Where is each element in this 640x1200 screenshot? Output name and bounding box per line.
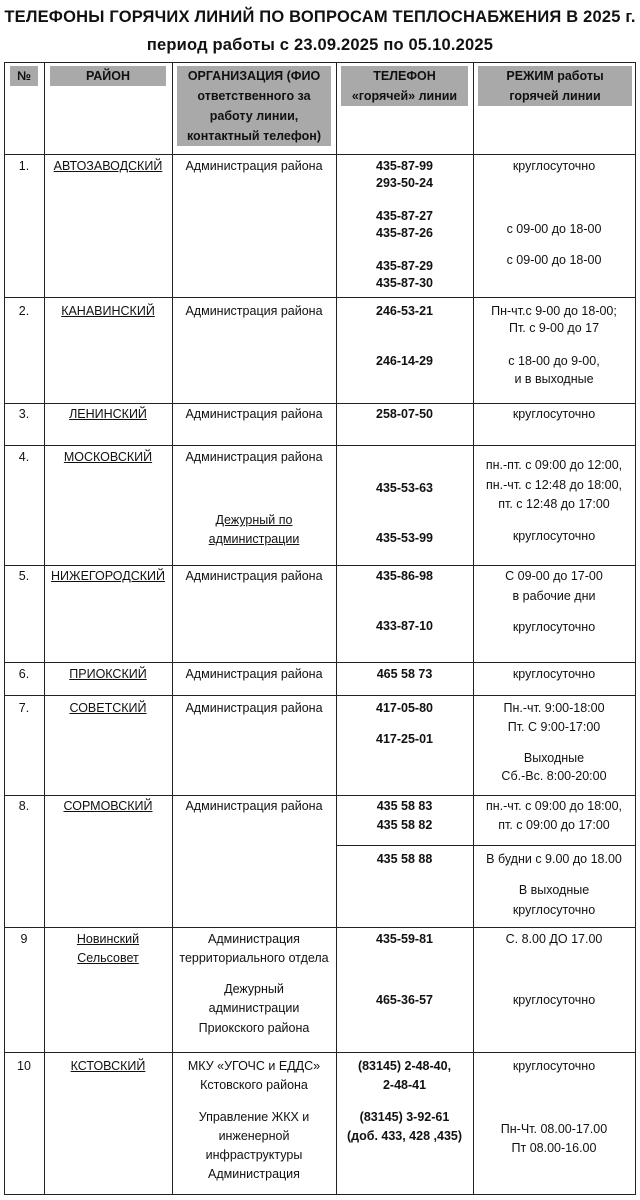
phone-number: (83145) 3-92-61	[359, 1110, 450, 1124]
organization: Администрация района	[185, 799, 323, 813]
row-divider	[4, 1052, 636, 1053]
district-name: МОСКОВСКИЙ	[63, 450, 153, 464]
organization: администрации	[208, 1001, 300, 1015]
organization: Администрация района	[185, 407, 323, 421]
district-name: ПРИОКСКИЙ	[69, 667, 147, 681]
district-name: СОРМОВСКИЙ	[63, 799, 153, 813]
organization: Администрация района	[185, 450, 323, 464]
phone-number: 433-87-10	[376, 619, 433, 633]
organization: Приокского района	[198, 1021, 310, 1035]
work-mode: круглосуточно	[512, 620, 596, 634]
header-organization: ОРГАНИЗАЦИЯ (ФИО ответственного за работу линии, контактный телефон)	[177, 66, 331, 146]
table-right-border	[635, 62, 636, 1195]
organization: Дежурный	[224, 982, 284, 996]
work-mode: круглосуточно	[512, 667, 596, 681]
organization: инженерной	[218, 1129, 290, 1143]
organization: Кстовского района	[200, 1078, 308, 1092]
row-num: 7.	[18, 701, 30, 715]
organization: Администрация района	[185, 159, 323, 173]
row-num: 3.	[18, 407, 30, 421]
table-bottom-border	[4, 1194, 636, 1195]
document-title: ТЕЛЕФОНЫ ГОРЯЧИХ ЛИНИЙ ПО ВОПРОСАМ ТЕПЛОСНАБЖЕНИЯ В 2025 г.	[4, 8, 636, 26]
phone-number: 246-14-29	[376, 354, 433, 368]
phone-number: 435-87-26	[376, 226, 433, 240]
work-mode: В будни с 9.00 до 18.00	[486, 852, 622, 866]
district-name: НИЖЕГОРОДСКИЙ	[51, 569, 165, 583]
phone-number: 465-36-57	[376, 993, 433, 1007]
organization: Администрация	[208, 932, 300, 946]
work-mode: с 09-00 до 18-00	[506, 222, 602, 236]
work-mode: Сб.-Вс. 8:00-20:00	[501, 769, 607, 783]
phone-number: 435-86-98	[376, 569, 433, 583]
row-divider	[4, 695, 636, 696]
row-subdivider	[336, 845, 636, 846]
row-divider	[4, 297, 636, 298]
phone-number: 435 58 83	[376, 799, 433, 813]
work-mode: С 09-00 до 17-00	[505, 569, 603, 583]
row-divider	[4, 927, 636, 928]
work-mode: пн.-чт. с 12:48 до 18:00,	[485, 478, 623, 492]
row-divider	[4, 662, 636, 663]
district-name: АВТОЗАВОДСКИЙ	[53, 159, 163, 173]
phone-number: 435-59-81	[376, 932, 433, 946]
work-mode: круглосуточно	[512, 1059, 596, 1073]
district-name: Сельсовет	[77, 951, 139, 965]
organization: Администрация района	[185, 304, 323, 318]
phone-number: 435-87-99	[376, 159, 433, 173]
phone-number: 435-87-30	[376, 276, 433, 290]
district-name: СОВЕТСКИЙ	[69, 701, 147, 715]
organization: Администрация района	[185, 701, 323, 715]
organization: Администрация	[208, 1167, 300, 1181]
work-mode: с 18-00 до 9-00,	[508, 354, 600, 368]
phone-number: 258-07-50	[376, 407, 433, 421]
work-mode: круглосуточно	[512, 903, 596, 917]
work-mode: В выходные	[518, 883, 590, 897]
header-phone: ТЕЛЕФОН «горячей» линии	[341, 66, 468, 106]
row-num: 2.	[18, 304, 30, 318]
organization: инфраструктуры	[205, 1148, 303, 1162]
work-mode: в рабочие дни	[512, 589, 596, 603]
work-mode: пн.-чт. с 09:00 до 18:00,	[485, 799, 623, 813]
district-name: КСТОВСКИЙ	[70, 1059, 146, 1073]
work-mode: Пн.-чт. 9:00-18:00	[503, 701, 605, 715]
organization: Администрация района	[185, 569, 323, 583]
row-num: 4.	[18, 450, 30, 464]
phone-number: 417-05-80	[376, 701, 433, 715]
row-num: 1.	[18, 159, 30, 173]
district-name: КАНАВИНСКИЙ	[61, 304, 155, 318]
header-district: РАЙОН	[50, 66, 166, 86]
phone-number: 435 58 82	[376, 818, 433, 832]
document-period: период работы с 23.09.2025 по 05.10.2025	[146, 36, 494, 54]
phone-number: (доб. 433, 428 ,435)	[346, 1129, 463, 1143]
phone-number: 435 58 88	[376, 852, 433, 866]
organization: Управление ЖКХ и	[198, 1110, 310, 1124]
district-name: ЛЕНИНСКИЙ	[69, 407, 147, 421]
header-mode: РЕЖИМ работы горячей линии	[478, 66, 632, 106]
phone-number: 246-53-21	[376, 304, 433, 318]
phone-number: 293-50-24	[376, 176, 433, 190]
organization: Дежурный по	[215, 513, 293, 527]
work-mode: Пт 08.00-16.00	[511, 1141, 597, 1155]
phone-number: 417-25-01	[376, 732, 433, 746]
phone-number: 435-87-29	[376, 259, 433, 273]
work-mode: круглосуточно	[512, 529, 596, 543]
organization: администрации	[208, 532, 300, 546]
work-mode: Пн-чт.с 9-00 до 18-00;	[491, 304, 617, 318]
work-mode: круглосуточно	[512, 159, 596, 173]
table-left-border	[4, 62, 5, 1195]
organization: МКУ «УГОЧС и ЕДДС»	[187, 1059, 321, 1073]
work-mode: и в выходные	[514, 372, 594, 386]
row-num: 8.	[18, 799, 30, 813]
work-mode: Выходные	[523, 751, 585, 765]
header-bottom-border	[4, 154, 636, 155]
work-mode: круглосуточно	[512, 407, 596, 421]
phone-number: 2-48-41	[382, 1078, 427, 1092]
header-num: №	[10, 66, 38, 86]
organization: Администрация района	[185, 667, 323, 681]
work-mode: Пт. с 9-00 до 17	[508, 321, 600, 335]
phone-number: 435-53-63	[376, 481, 433, 495]
work-mode: пт. с 09:00 до 17:00	[498, 818, 610, 832]
row-num: 9	[20, 932, 28, 946]
work-mode: с 09-00 до 18-00	[506, 253, 602, 267]
phone-number: 435-53-99	[376, 531, 433, 545]
work-mode: Пн-Чт. 08.00-17.00	[500, 1122, 608, 1136]
work-mode: С. 8.00 ДО 17.00	[505, 932, 603, 946]
organization: территориального отдела	[179, 951, 329, 965]
work-mode: круглосуточно	[512, 993, 596, 1007]
phone-number: 435-87-27	[376, 209, 433, 223]
phone-number: 465 58 73	[376, 667, 433, 681]
row-num: 5.	[18, 569, 30, 583]
district-name: Новинский	[76, 932, 140, 946]
row-num: 6.	[18, 667, 30, 681]
work-mode: пт. с 12:48 до 17:00	[498, 497, 610, 511]
work-mode: Пт. С 9:00-17:00	[507, 720, 601, 734]
work-mode: пн.-пт. с 09:00 до 12:00,	[485, 458, 623, 472]
row-num: 10	[17, 1059, 31, 1073]
phone-number: (83145) 2-48-40,	[357, 1059, 452, 1073]
table-top-border	[4, 62, 636, 63]
column-divider	[44, 62, 45, 1195]
row-divider	[4, 445, 636, 446]
